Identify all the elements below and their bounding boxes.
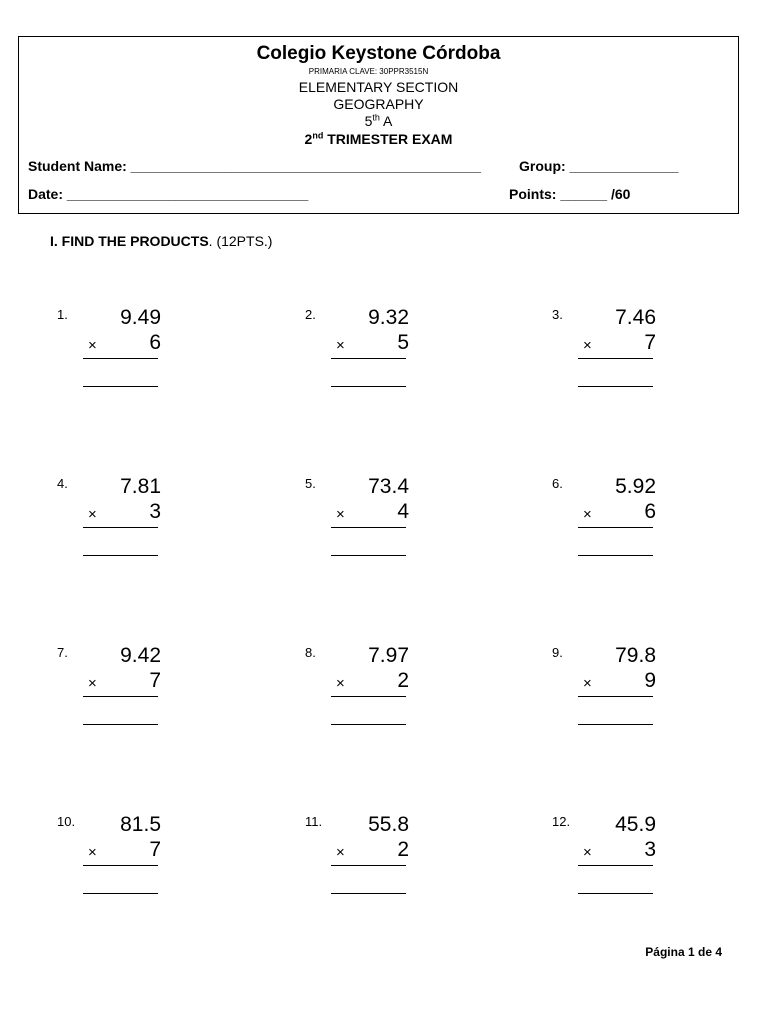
- answer-line: [578, 724, 653, 725]
- points-field: Points: ______ /60: [509, 186, 631, 202]
- multiplier: 2: [397, 669, 409, 692]
- multiplicand: 73.4: [368, 475, 409, 498]
- operand-rule: [578, 358, 653, 359]
- answer-line: [83, 724, 158, 725]
- problem-number: 8.: [305, 645, 316, 660]
- multiplier: 6: [149, 331, 161, 354]
- multiplier: 7: [149, 669, 161, 692]
- problem-2: [305, 307, 505, 407]
- operand-rule: [331, 696, 406, 697]
- multiplicand: 7.97: [368, 644, 409, 667]
- problem-3: [552, 307, 752, 407]
- exam-header: [18, 36, 739, 214]
- operand-rule: [578, 865, 653, 866]
- multiplier: 5: [397, 331, 409, 354]
- problem-7: [57, 645, 257, 745]
- multiplicand: 5.92: [615, 475, 656, 498]
- grade-label: [19, 113, 738, 129]
- times-sign: ×: [336, 675, 345, 692]
- multiplier: 6: [644, 500, 656, 523]
- exam-suffix: nd: [312, 130, 324, 141]
- times-sign: ×: [583, 844, 592, 861]
- times-sign: ×: [583, 337, 592, 354]
- answer-line: [578, 555, 653, 556]
- problem-number: 1.: [57, 307, 68, 322]
- times-sign: ×: [336, 506, 345, 523]
- answer-line: [331, 893, 406, 894]
- school-name: Colegio Keystone Córdoba: [256, 43, 501, 64]
- problem-number: 5.: [305, 476, 316, 491]
- answer-line: [331, 386, 406, 387]
- multiplicand: 45.9: [615, 813, 656, 836]
- multiplier: 3: [644, 838, 656, 861]
- problem-1: [57, 307, 257, 407]
- operand-rule: [331, 358, 406, 359]
- problem-10: [57, 814, 257, 914]
- instructions: [50, 233, 272, 249]
- problem-number: 7.: [57, 645, 68, 660]
- problem-6: [552, 476, 752, 576]
- problem-number: 10.: [57, 814, 76, 829]
- exam-title-text: TRIMESTER EXAM: [323, 131, 453, 147]
- multiplier: 7: [149, 838, 161, 861]
- multiplier: 7: [644, 331, 656, 354]
- multiplicand: 9.32: [368, 306, 409, 329]
- student-name-field: Student Name: _____________________________________________: [28, 158, 482, 174]
- answer-line: [578, 386, 653, 387]
- problem-number: 12.: [552, 814, 571, 829]
- times-sign: ×: [88, 675, 97, 692]
- times-sign: ×: [88, 506, 97, 523]
- multiplicand: 81.5: [120, 813, 161, 836]
- section-title: ELEMENTARY SECTION: [298, 79, 459, 95]
- exam-number: 2: [304, 131, 313, 147]
- operand-rule: [578, 696, 653, 697]
- multiplier: 2: [397, 838, 409, 861]
- date-field: Date: _______________________________: [28, 186, 309, 202]
- answer-line: [331, 555, 406, 556]
- multiplier: 3: [149, 500, 161, 523]
- grade-suffix: th: [372, 112, 380, 123]
- times-sign: ×: [336, 337, 345, 354]
- problem-number: 6.: [552, 476, 563, 491]
- school-clave: PRIMARIA CLAVE: 30PPR3515N: [308, 67, 429, 76]
- problem-4: [57, 476, 257, 576]
- problem-9: [552, 645, 752, 745]
- problem-number: 9.: [552, 645, 563, 660]
- problem-number: 3.: [552, 307, 563, 322]
- operand-rule: [331, 527, 406, 528]
- answer-line: [83, 555, 158, 556]
- grade-group: A: [379, 113, 393, 129]
- multiplicand: 7.81: [120, 475, 161, 498]
- problem-number: 2.: [305, 307, 316, 322]
- times-sign: ×: [88, 844, 97, 861]
- multiplicand: 9.49: [120, 306, 161, 329]
- operand-rule: [83, 865, 158, 866]
- operand-rule: [578, 527, 653, 528]
- answer-line: [331, 724, 406, 725]
- problem-number: 4.: [57, 476, 68, 491]
- answer-line: [83, 893, 158, 894]
- times-sign: ×: [583, 506, 592, 523]
- multiplicand: 79.8: [615, 644, 656, 667]
- problem-11: [305, 814, 505, 914]
- times-sign: ×: [336, 844, 345, 861]
- times-sign: ×: [583, 675, 592, 692]
- operand-rule: [83, 358, 158, 359]
- instructions-points: . (12PTS.): [208, 233, 273, 249]
- operand-rule: [83, 696, 158, 697]
- multiplicand: 9.42: [120, 644, 161, 667]
- problem-number: 11.: [305, 814, 323, 829]
- instructions-title: I. FIND THE PRODUCTS: [50, 233, 209, 249]
- problem-12: [552, 814, 752, 914]
- grade-number: 5: [364, 113, 373, 129]
- multiplicand: 55.8: [368, 813, 409, 836]
- operand-rule: [331, 865, 406, 866]
- multiplier: 4: [397, 500, 409, 523]
- problem-5: [305, 476, 505, 576]
- exam-title: [19, 131, 738, 147]
- operand-rule: [83, 527, 158, 528]
- page-number: Página 1 de 4: [645, 945, 722, 959]
- answer-line: [83, 386, 158, 387]
- problem-8: [305, 645, 505, 745]
- multiplicand: 7.46: [615, 306, 656, 329]
- group-field: Group: ______________: [519, 158, 679, 174]
- times-sign: ×: [88, 337, 97, 354]
- multiplier: 9: [644, 669, 656, 692]
- subject-title: GEOGRAPHY: [333, 96, 424, 112]
- answer-line: [578, 893, 653, 894]
